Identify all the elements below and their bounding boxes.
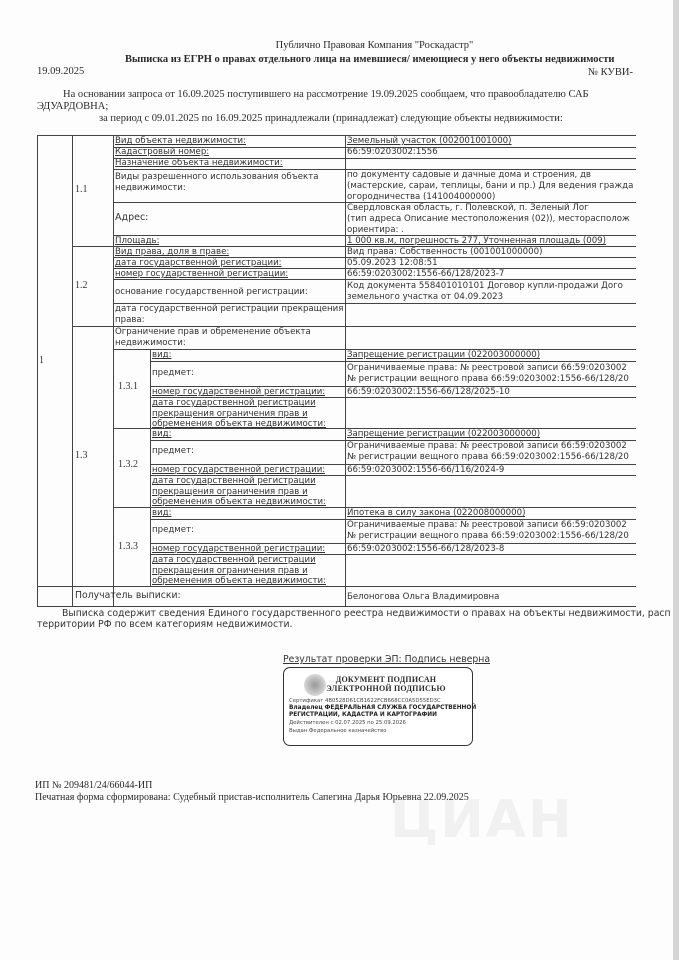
label-subject: предмет: (152, 368, 194, 378)
stamp-title-1: ДОКУМЕНТ ПОДПИСАН (335, 675, 437, 684)
label-registration-date: дата государственной регистрации: (115, 258, 282, 268)
value-registration-basis-2: земельного участка от 04.09.2023 (347, 292, 504, 302)
label-cadastral-number: Кадастровый номер: (115, 147, 210, 157)
value-subject-2: № регистрации вещного права 66:59:0203002:1556-66/128/20 (347, 452, 629, 462)
value-area: 1 000 кв.м, погрешность 277, Уточненная площадь (009) (347, 236, 606, 246)
stamp-issuer: Выдан Федеральное казначейство (289, 728, 387, 734)
stamp-owner-1: Владелец ФЕДЕРАЛЬНАЯ СЛУЖБА ГОСУДАРСТВЕННОЙ (289, 705, 477, 711)
document-title: Выписка из ЕГРН о правах отдельного лица на имевшиеся/ имеющиеся у него объекты недвижимости (125, 54, 615, 65)
label-registration-number: номер государственной регистрации: (115, 269, 289, 279)
recipient-label: Получатель выписки: (75, 591, 181, 601)
value-kind: Запрещение регистрации (022003000000) (347, 429, 541, 439)
recipient-value: Белоногова Ольга Владимировна (347, 592, 500, 602)
label-kind: вид: (152, 350, 172, 360)
printed-by: Печатная форма сформирована: Судебный пристав-исполнитель Сапегина Дарья Юрьевна 22.09.2025 (35, 792, 469, 803)
label-termination: дата государственной регистрации прекращения ограничения прав и обременения объекта недвижимости: (152, 398, 326, 429)
value-reg-number: 66:59:0203002:1556-66/116/2024-9 (347, 465, 505, 475)
label-object-type: Вид объекта недвижимости: (115, 136, 247, 146)
watermark: ЦИАН (390, 790, 574, 850)
value-subject-1: Ограничиваемые права: № реестровой записи 66:59:0203002 (347, 520, 627, 530)
value-permitted-use-1: по документу садовые и дачные дома и строения, дв (347, 170, 591, 180)
value-registration-date: 05.09.2023 12:08:51 (347, 258, 438, 268)
scrollbar-edge (673, 0, 679, 960)
value-permitted-use-2: (мастерские, сараи, теплицы, бани и пр.) Для ведения гражда (347, 181, 634, 191)
label-subject: предмет: (152, 525, 194, 535)
value-reg-number: 66:59:0203002:1556-66/128/2025-10 (347, 387, 510, 397)
label-kind: вид: (152, 508, 172, 518)
intro-line-1: На основании запроса от 16.09.2025 поступившего на рассмотрение 19.09.2025 сообщаем, что правообладателю САБ (63, 89, 589, 100)
footer-note-line-2: территории РФ по всем категориям недвижимости. (37, 620, 293, 630)
signature-check-result: Результат проверки ЭП: Подпись неверна (283, 655, 491, 665)
label-subject: предмет: (152, 446, 194, 456)
label-registration-basis: основание государственной регистрации: (115, 287, 308, 297)
document-date: 19.09.2025 (37, 66, 85, 77)
value-subject-1: Ограничиваемые права: № реестровой записи 66:59:0203002 (347, 363, 627, 373)
footer-note-line-1: Выписка содержит сведения Единого государственного реестра недвижимости о правах на объекты недвижимости, расп (62, 609, 671, 619)
label-permitted-use-1: Виды разрешенного использования объекта (115, 172, 319, 182)
value-kind: Запрещение регистрации (022003000000) (347, 350, 541, 360)
value-object-type: Земельный участок (002001001000) (347, 136, 512, 146)
label-termination-date: дата государственной регистрации прекращения права: (115, 304, 344, 325)
value-registration-number: 66:59:0203002:1556-66/128/2023-7 (347, 269, 505, 279)
value-registration-basis-1: Код документа 558401010101 Договор купли-продажи Дого (347, 281, 623, 291)
section-number-1-3: 1.3 (75, 450, 88, 461)
label-reg-number: номер государственной регистрации: (152, 387, 326, 397)
stamp-certificate: Сертификат 4B0528D61CB1622FCB668CC0A5D55ED3C (289, 698, 441, 704)
stamp-owner-2: РЕГИСТРАЦИИ, КАДАСТРА И КАРТОГРАФИИ (289, 712, 437, 718)
value-permitted-use-3: огородничества (141004000000) (347, 192, 496, 202)
row-number: 1 (39, 355, 44, 366)
label-area: Площадь: (115, 236, 160, 246)
value-cadastral-number: 66:59:0203002:1556 (347, 147, 438, 157)
section-number-1-2: 1.2 (75, 280, 88, 291)
value-address-1: Свердловская область, г. Полевской, п. Зеленый Лог (347, 203, 589, 213)
label-termination: дата государственной регистрации прекращения ограничения прав и обременения объекта недвижимости: (152, 476, 326, 507)
encumbrance-heading: Ограничение прав и обременение объекта недвижимости: (115, 327, 311, 348)
label-right-type: Вид права, доля в праве: (115, 247, 230, 257)
item-number-1-3-2: 1.3.2 (118, 459, 138, 470)
label-reg-number: номер государственной регистрации: (152, 465, 326, 475)
stamp-title-2: ЭЛЕКТРОННОЙ ПОДПИСЬЮ (326, 684, 446, 693)
stamp-validity: Действителен с 02.07.2025 по 25.09.2026 (289, 720, 406, 726)
value-kind: Ипотека в силу закона (022008000000) (347, 508, 526, 518)
value-address-2: (тип адреса Описание местоположения (02)), месторасполож (347, 214, 630, 224)
electronic-signature-stamp (283, 667, 477, 746)
label-purpose: Назначение объекта недвижимости: (115, 158, 283, 168)
case-number: ИП № 209481/24/66044-ИП (35, 780, 153, 791)
label-reg-number: номер государственной регистрации: (152, 544, 326, 554)
item-number-1-3-1: 1.3.1 (118, 381, 138, 392)
value-right-type: Вид права: Собственность (001001000000) (347, 247, 543, 257)
label-termination: дата государственной регистрации прекращения ограничения прав и обременения объекта недвижимости: (152, 555, 326, 586)
section-number-1-1: 1.1 (75, 184, 88, 195)
intro-line-2: ЭДУАРДОВНА; (37, 101, 109, 112)
label-kind: вид: (152, 429, 172, 439)
value-subject-2: № регистрации вещного права 66:59:0203002:1556-66/128/20 (347, 374, 629, 384)
value-address-3: ориентира: . (347, 225, 404, 235)
value-subject-2: № регистрации вещного права 66:59:0203002:1556-66/128/20 (347, 531, 629, 541)
value-reg-number: 66:59:0203002:1556-66/128/2023-8 (347, 544, 505, 554)
intro-line-3: за период с 09.01.2025 по 16.09.2025 принадлежали (принадлежат) следующие объекты недвижимости: (99, 113, 563, 124)
item-number-1-3-3: 1.3.3 (118, 541, 138, 552)
organization-name: Публично Правовая Компания "Роскадастр" (275, 40, 474, 51)
document-number: № КУВИ- (588, 67, 633, 78)
label-address: Адрес: (115, 213, 149, 223)
value-subject-1: Ограничиваемые права: № реестровой записи 66:59:0203002 (347, 441, 627, 451)
label-permitted-use-2: недвижимости: (115, 183, 186, 193)
